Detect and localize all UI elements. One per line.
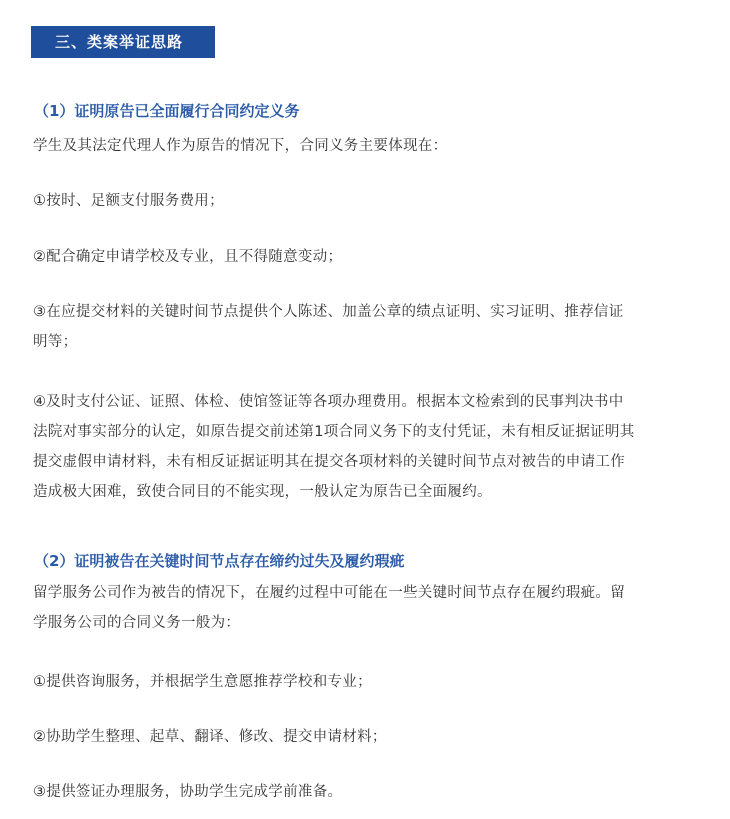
paragraph-line: ③在应提交材料的关键时间节点提供个人陈述、加盖公章的绩点证明、实习证明、推荐信证 — [33, 304, 624, 320]
paragraph-line: ①按时、足额支付服务费用； — [33, 193, 224, 209]
paragraph-line: ④及时支付公证、证照、体检、使馆签证等各项办理费用。根据本文检索到的民事判决书中 — [33, 394, 624, 410]
part2-item-1 — [33, 667, 713, 697]
part1-item-1 — [33, 186, 713, 216]
paragraph-line: 留学服务公司作为被告的情况下，在履约过程中可能在一些关键时间节点存在履约瑕疵。留 — [33, 585, 625, 601]
paragraph-line: 明等； — [33, 334, 78, 350]
paragraph-line: ①提供咨询服务，并根据学生意愿推荐学校和专业； — [33, 674, 372, 690]
paragraph-line: 法院对事实部分的认定，如原告提交前述第1项合同义务下的支付凭证，未有相反证据证明其 — [33, 424, 635, 440]
part1-item-2 — [33, 242, 713, 272]
subheading-part1: （1）证明原告已全面履行合同约定义务 — [34, 102, 300, 120]
subheading-part2: （2）证明被告在关键时间节点存在缔约过失及履约瑕疵 — [34, 552, 405, 570]
paragraph-line: 学服务公司的合同义务一般为： — [33, 615, 241, 631]
part2-item-3 — [33, 777, 713, 807]
part2-intro — [33, 578, 713, 638]
paragraph-line: ②协助学生整理、起草、翻译、修改、提交申请材料； — [33, 729, 387, 745]
paragraph-line: ②配合确定申请学校及专业，且不得随意变动； — [33, 249, 343, 265]
paragraph-line: ③提供签证办理服务，协助学生完成学前准备。 — [33, 784, 343, 800]
part1-intro — [33, 131, 713, 161]
section-header: 三、类案举证思路 — [31, 26, 215, 58]
paragraph-line: 造成极大困难，致使合同目的不能实现，一般认定为原告已全面履约。 — [33, 484, 492, 500]
paragraph-line: 学生及其法定代理人作为原告的情况下，合同义务主要体现在： — [33, 138, 448, 154]
paragraph-line: 提交虚假申请材料，未有相反证据证明其在提交各项材料的关键时间节点对被告的申请工作 — [33, 454, 625, 470]
part2-item-2 — [33, 722, 713, 752]
part1-item-3 — [33, 297, 713, 357]
part1-item-4 — [33, 387, 713, 507]
